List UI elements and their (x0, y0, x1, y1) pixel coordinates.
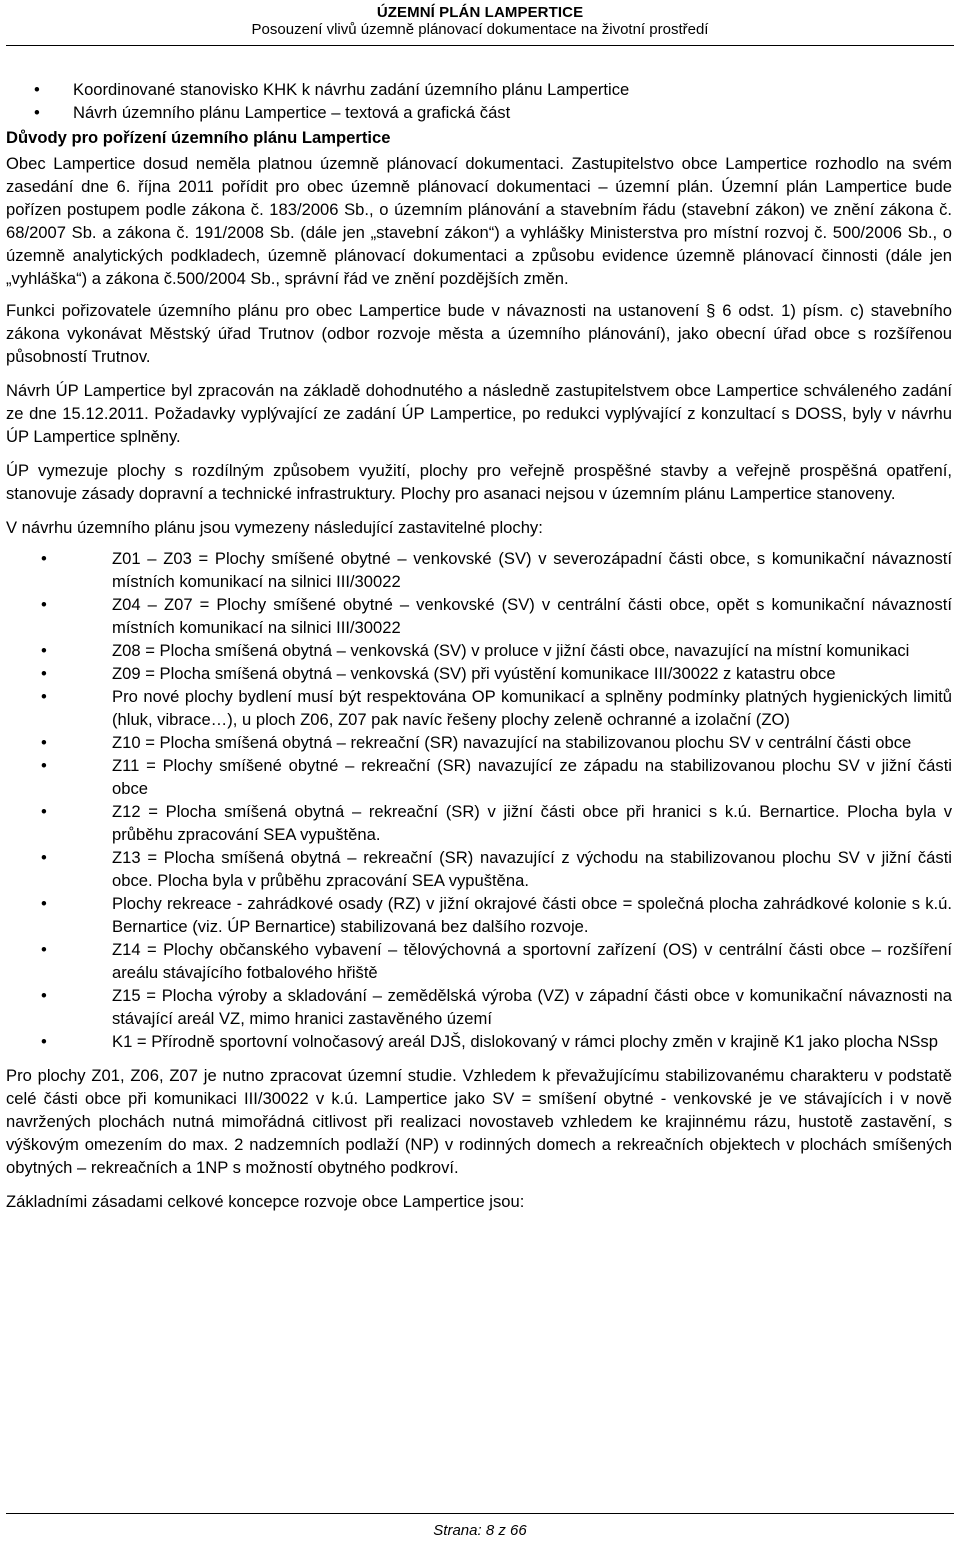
section-heading: Důvody pro pořízení územního plánu Lampertice (6, 128, 391, 147)
list-item: • Z15 = Plocha výroby a skladování – zemědělská výroba (VZ) v západní části obce v komunikační návaznosti na stávající areál VZ, mimo hranici zastavěného území (6, 984, 952, 1030)
document-title: ÚZEMNÍ PLÁN LAMPERTICE (376, 4, 584, 21)
list-item: • Návrh územního plánu Lampertice – textová a grafická část (6, 101, 952, 124)
list-item: • Z08 = Plocha smíšená obytná – venkovská (SV) v proluce v jižní části obce, navazující na místní komunikaci (6, 639, 952, 662)
footer-divider (6, 1513, 954, 1514)
paragraph-proposal: Návrh ÚP Lampertice byl zpracován na základě dohodnutého a následně zastupitelstvem obce Lampertice schváleného zadání ze dne 15.12.2011. Požadavky vyplývající ze zadání ÚP Lampertice, po redukci vyplývající z konzultací s DOSS, byly v návrhu ÚP Lampertice splněny. (6, 381, 952, 446)
paragraph-zones-intro: V návrhu územního plánu jsou vymezeny následující zastavitelné plochy: (6, 518, 543, 537)
list-item: • Z14 = Plochy občanského vybavení – tělovýchovná a sportovní zařízení (OS) v centrální části obce – rozšíření areálu stávajícího fotbalového hřiště (6, 938, 952, 984)
list-item: • Plochy rekreace - zahrádkové osady (RZ) v jižní okrajové části obce = společná plocha zahrádkové kolonie s k.ú. Bernartice (viz. ÚP Bernartice) stabilizovaná bez dalšího rozvoje. (6, 892, 952, 938)
paragraph-studies: Pro plochy Z01, Z06, Z07 je nutno zpracovat územní studie. Vzhledem k převažujícímu stabilizovanému charakteru v podstatě celé části obce při komunikaci III/30022 v k.ú. Lampertice jako SV = smíšení obytné - venkovské je ve stávajících i v nově navržených plochách nutná mimořádná citlivost při realizaci novostaveb vzhledem ke krajinnému rázu, hustotě zastavění, s výškovým omezením do max. 2 nadzemních podlaží (NP) v rodinných domech a rekreačních objektech v plochách smíšených obytných – rekreačních a 1NP s možností obytného podkroví. (6, 1066, 952, 1177)
list-item: • Z11 = Plochy smíšené obytné – rekreační (SR) navazující ze západu na stabilizovanou plochu SV v jižní části obce (6, 754, 952, 800)
list-item: • Z10 = Plocha smíšená obytná – rekreační (SR) navazující na stabilizovanou plochu SV v centrální části obce (6, 731, 952, 754)
page-number: Strana: 8 z 66 (433, 1522, 527, 1539)
document-body (6, 78, 952, 1213)
paragraph-principles: Základními zásadami celkové koncepce rozvoje obce Lampertice jsou: (6, 1192, 525, 1211)
reference-list (6, 78, 952, 124)
list-item: • Z01 – Z03 = Plochy smíšené obytné – venkovské (SV) v severozápadní části obce, s komunikační návazností místních komunikací na silnici III/30022 (6, 547, 952, 593)
document-subtitle: Posouzení vlivů územně plánovací dokumentace na životní prostředí (251, 21, 709, 38)
header-divider (6, 45, 954, 46)
list-item: • Z13 = Plocha smíšená obytná – rekreační (SR) navazující z východu na stabilizovanou plochu SV v jižní části obce. Plocha byla v průběhu zpracování SEA vypuštěna. (6, 846, 952, 892)
paragraph-areas: ÚP vymezuje plochy s rozdílným způsobem využití, plochy pro veřejně prospěšné stavby a veřejně prospěšná opatření, stanovuje zásady dopravní a technické infrastruktury. Plochy pro asanaci nejsou v územním plánu Lampertice stanoveny. (6, 461, 952, 503)
paragraph-procurer: Funkci pořizovatele územního plánu pro obec Lampertice bude v návaznosti na ustanovení § 6 odst. 1) písm. c) stavebního zákona vykonávat Městský úřad Trutnov (odbor rozvoje města a územního plánování), jako obecní úřad obce s rozšířenou působností Trutnov. (6, 301, 952, 366)
list-item: • Z04 – Z07 = Plochy smíšené obytné – venkovské (SV) v centrální části obce, opět s komunikační návazností místních komunikací na silnici III/30022 (6, 593, 952, 639)
page-header (0, 4, 960, 38)
zones-list (6, 547, 952, 1053)
list-item: • Z12 = Plocha smíšená obytná – rekreační (SR) v jižní části obce při hranici s k.ú. Bernartice. Plocha byla v průběhu zpracování SEA vypuštěna. (6, 800, 952, 846)
list-item: • Z09 = Plocha smíšená obytná – venkovská (SV) při vyústění komunikace III/30022 z katastru obce (6, 662, 952, 685)
list-item: • Koordinované stanovisko KHK k návrhu zadání územního plánu Lampertice (6, 78, 952, 101)
paragraph-intro: Obec Lampertice dosud neměla platnou územně plánovací dokumentaci. Zastupitelstvo obce Lampertice rozhodlo na svém zasedání dne 6. října 2011 pořídit pro obec územně plánovací dokumentaci – územní plán. Územní plán Lampertice bude pořízen postupem podle zákona č. 183/2006 Sb., o územním plánování a stavebním řádu (stavební zákon) ve znění zákona č. 68/2007 Sb. a zákona č. 191/2008 Sb. (dále jen „stavební zákon“) a vyhlášky Ministerstva pro místní rozvoj č. 500/2006 Sb., o územně analytických podkladech, územně plánovací dokumentaci a způsobu evidence územně plánovací činnosti (dále jen „vyhláška“) a zákona č.500/2004 Sb., správní řád ve znění pozdějších změn. (6, 154, 952, 288)
list-item: • Pro nové plochy bydlení musí být respektována OP komunikací a splněny podmínky platných hygienických limitů (hluk, vibrace…), u ploch Z06, Z07 pak navíc řešeny plochy zeleně ochranné a izolační (ZO) (6, 685, 952, 731)
list-item: • K1 = Přírodně sportovní volnočasový areál DJŠ, dislokovaný v rámci plochy změn v krajině K1 jako plocha NSsp (6, 1030, 952, 1053)
